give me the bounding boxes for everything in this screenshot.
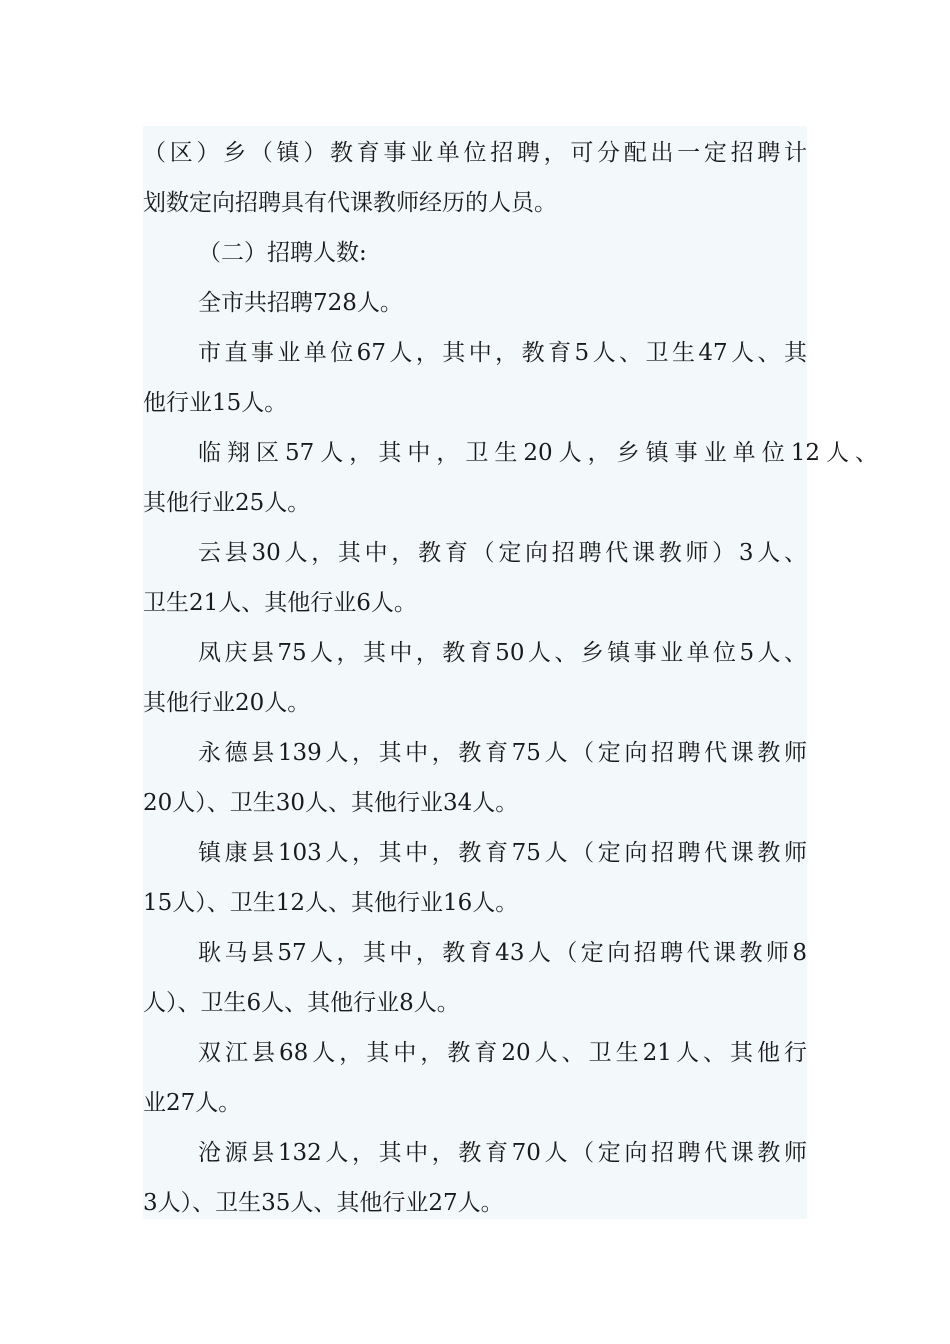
paragraph-line: 镇康县103人，其中，教育75人（定向招聘代课教师: [198, 840, 807, 866]
paragraph-line: 划数定向招聘具有代课教师经历的人员。: [143, 190, 557, 216]
section-heading: （二）招聘人数:: [198, 240, 367, 266]
text-block: [143, 126, 878, 1219]
paragraph-line: 业27人。: [143, 1090, 242, 1116]
paragraph-line: 市直事业单位67人，其中，教育5人、卫生47人、其: [198, 340, 807, 366]
paragraph-line: 人）、卫生6人、其他行业8人。: [143, 990, 460, 1016]
paragraph-line: （区）乡（镇）教育事业单位招聘，可分配出一定招聘计: [143, 140, 807, 166]
paragraph-line: 临翔区57人，其中，卫生20人，乡镇事业单位12人、: [198, 440, 878, 466]
paragraph-line: 其他行业25人。: [143, 490, 311, 516]
paragraph-line: 卫生21人、其他行业6人。: [143, 590, 417, 616]
paragraph-line: 20人）、卫生30人、其他行业34人。: [143, 790, 519, 816]
paragraph-line: 其他行业20人。: [143, 690, 311, 716]
paragraph-line: 双江县68人，其中，教育20人、卫生21人、其他行: [198, 1040, 807, 1066]
paragraph-line: 15人）、卫生12人、其他行业16人。: [143, 890, 519, 916]
paragraph-line: 全市共招聘728人。: [198, 290, 403, 316]
paragraph-line: 永德县139人，其中，教育75人（定向招聘代课教师: [198, 740, 807, 766]
paragraph-line: 沧源县132人，其中，教育70人（定向招聘代课教师: [198, 1140, 807, 1166]
paragraph-line: 耿马县57人，其中，教育43人（定向招聘代课教师8: [198, 940, 807, 966]
paragraph-line: 他行业15人。: [143, 390, 288, 416]
paragraph-line: 凤庆县75人，其中，教育50人、乡镇事业单位5人、: [198, 640, 807, 666]
paragraph-line: 云县30人，其中，教育（定向招聘代课教师）3人、: [198, 540, 807, 566]
paragraph-line: 3人）、卫生35人、其他行业27人。: [143, 1190, 504, 1216]
